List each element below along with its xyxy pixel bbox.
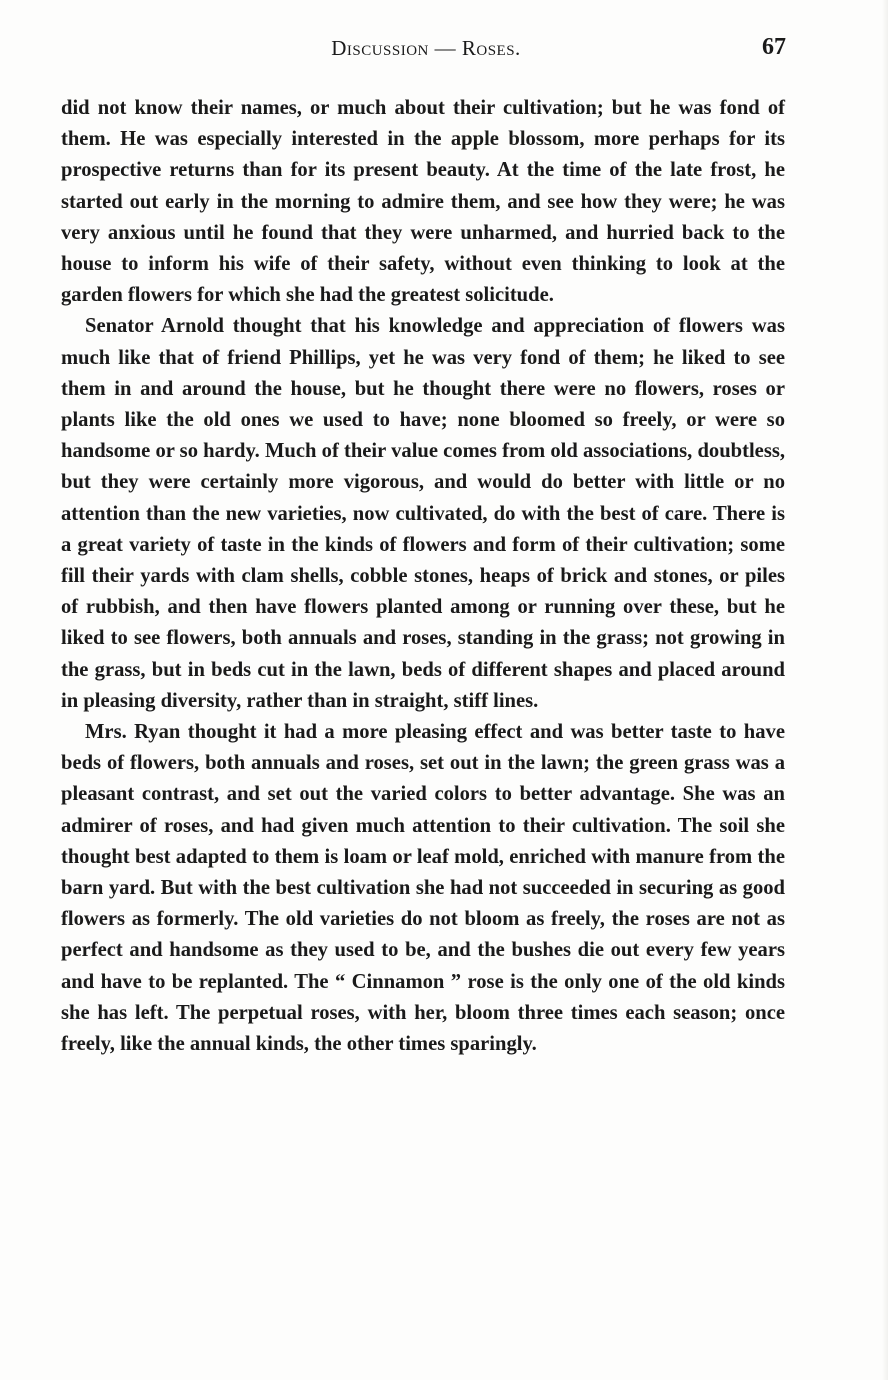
paragraph-mrs-ryan: Mrs. Ryan thought it had a more pleasing effect and was better taste to have beds of flowers, both annuals and roses, set out in the lawn; the green grass was a pleasant contrast, and set out the varied colors to better advantage. She was an admirer of roses, and had given much attention to their cultivation. The soil she thought best adapted to them is loam or leaf mold, enriched with manure from the barn yard. But with the best cultivation she had not succeeded in securing as good flowers as formerly. The old varieties do not bloom as freely, the roses are not as perfect and handsome as they used to be, and the bushes die out every few years and have to be replanted. The “ Cinnamon ” rose is the only one of the old kinds she has left. The perpetual roses, with her, bloom three times each season; once freely, like the annual kinds, the other times sparingly.: [61, 721, 785, 1056]
running-head: [56, 34, 786, 68]
page-number: 67: [762, 34, 786, 60]
scan-edge-shading: [882, 0, 888, 1380]
paragraph-continuation: did not know their names, or much about their cultivation; but he was fond of them. He was especially interested in the apple blossom, more perhaps for its prospective returns than for its present beauty. At the time of the late frost, he started out early in the morning to admire them, and see how they were; he was very anxious until he found that they were unharmed, and hurried back to the house to inform his wife of their safety, without even thinking to look at the garden flowers for which she had the greatest solicitude.: [61, 97, 785, 307]
body-text: [61, 93, 785, 1060]
running-head-title: Discussion — Roses.: [331, 36, 521, 60]
paragraph-senator-arnold: Senator Arnold thought that his knowledge and appreciation of flowers was much like that of friend Phillips, yet he was very fond of them; he liked to see them in and around the house, but he thought there were no flowers, roses or plants like the old ones we used to have; none bloomed so freely, or were so handsome or so hardy. Much of their value comes from old associations, doubtless, but they were certainly more vigorous, and would do better with little or no attention than the new varieties, now cultivated, do with the best of care. There is a great variety of taste in the kinds of flowers and form of their cultivation; some fill their yards with clam shells, cobble stones, heaps of brick and stones, or piles of rubbish, and then have flowers planted among or running over these, but he liked to see flowers, both annuals and roses, standing in the grass; not growing in the grass, but in beds cut in the lawn, beds of different shapes and placed around in pleasing diversity, rather than in straight, stiff lines.: [61, 315, 785, 712]
